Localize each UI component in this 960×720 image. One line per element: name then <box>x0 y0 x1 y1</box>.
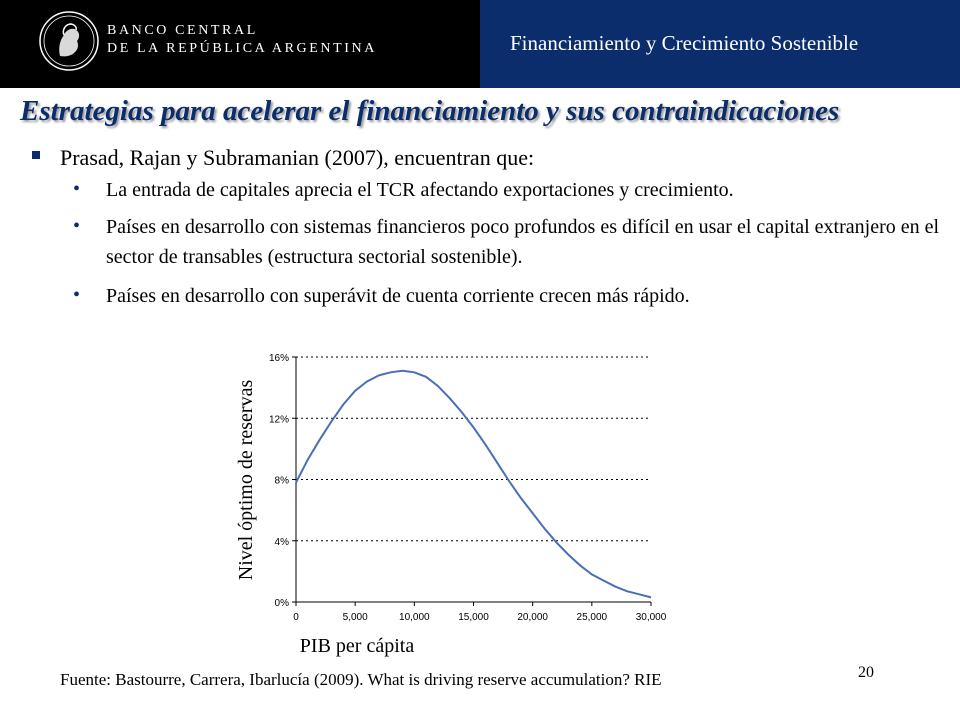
x-tick-label: 0 <box>293 612 299 623</box>
source-note: Fuente: Bastourre, Carrera, Ibarlucía (2009). What is driving reserve accumulation? RIE <box>60 670 662 689</box>
section-title: Financiamiento y Crecimiento Sostenible <box>510 31 859 55</box>
y-tick-label: 0% <box>274 598 289 609</box>
y-tick-label: 8% <box>274 475 289 487</box>
chart-grid <box>296 357 651 541</box>
bank-seal-icon <box>38 10 100 72</box>
header-brand-area <box>0 0 480 88</box>
main-bullet: Prasad, Rajan y Subramanian (2007), encuentran que: <box>60 145 535 170</box>
sub-bullet: Países en desarrollo con superávit de cuenta corriente crecen más rápido. <box>106 285 690 307</box>
round-bullet-icon: • <box>73 215 81 237</box>
round-bullet-icon: • <box>73 178 81 200</box>
x-tick-label: 10,000 <box>399 612 430 623</box>
y-tick-label: 16% <box>268 353 289 364</box>
y-tick-label: 12% <box>268 414 289 426</box>
bank-name-line1: BANCO CENTRAL <box>107 23 258 38</box>
slide-title: Estrategias para acelerar el financiamiento y sus contraindicaciones <box>20 95 840 127</box>
y-axis-label: Nivel óptimo de reservas <box>235 379 257 581</box>
round-bullet-icon: • <box>73 284 81 306</box>
square-bullet-icon <box>32 151 40 159</box>
x-tick-label: 30,000 <box>635 612 667 623</box>
series-line <box>296 371 651 598</box>
y-tick-label: 4% <box>274 536 289 548</box>
sub-bullet: Países en desarrollo con sistemas financieros poco profundos es difícil en usar el capital extranjero en el sector de transables (estructura sectorial sostenible). <box>106 216 940 268</box>
x-tick-label: 5,000 <box>342 612 368 623</box>
x-tick-label: 20,000 <box>517 612 548 623</box>
reserves-line-chart <box>230 345 690 660</box>
bank-name-line2: DE LA REPÚBLICA ARGENTINA <box>107 41 377 56</box>
sub-bullet: La entrada de capitales aprecia el TCR afectando exportaciones y crecimiento. <box>106 179 734 201</box>
x-tick-label: 15,000 <box>458 612 489 623</box>
x-axis-label: PIB per cápita <box>299 635 415 657</box>
page-number: 20 <box>858 664 874 681</box>
x-tick-label: 25,000 <box>576 612 608 623</box>
